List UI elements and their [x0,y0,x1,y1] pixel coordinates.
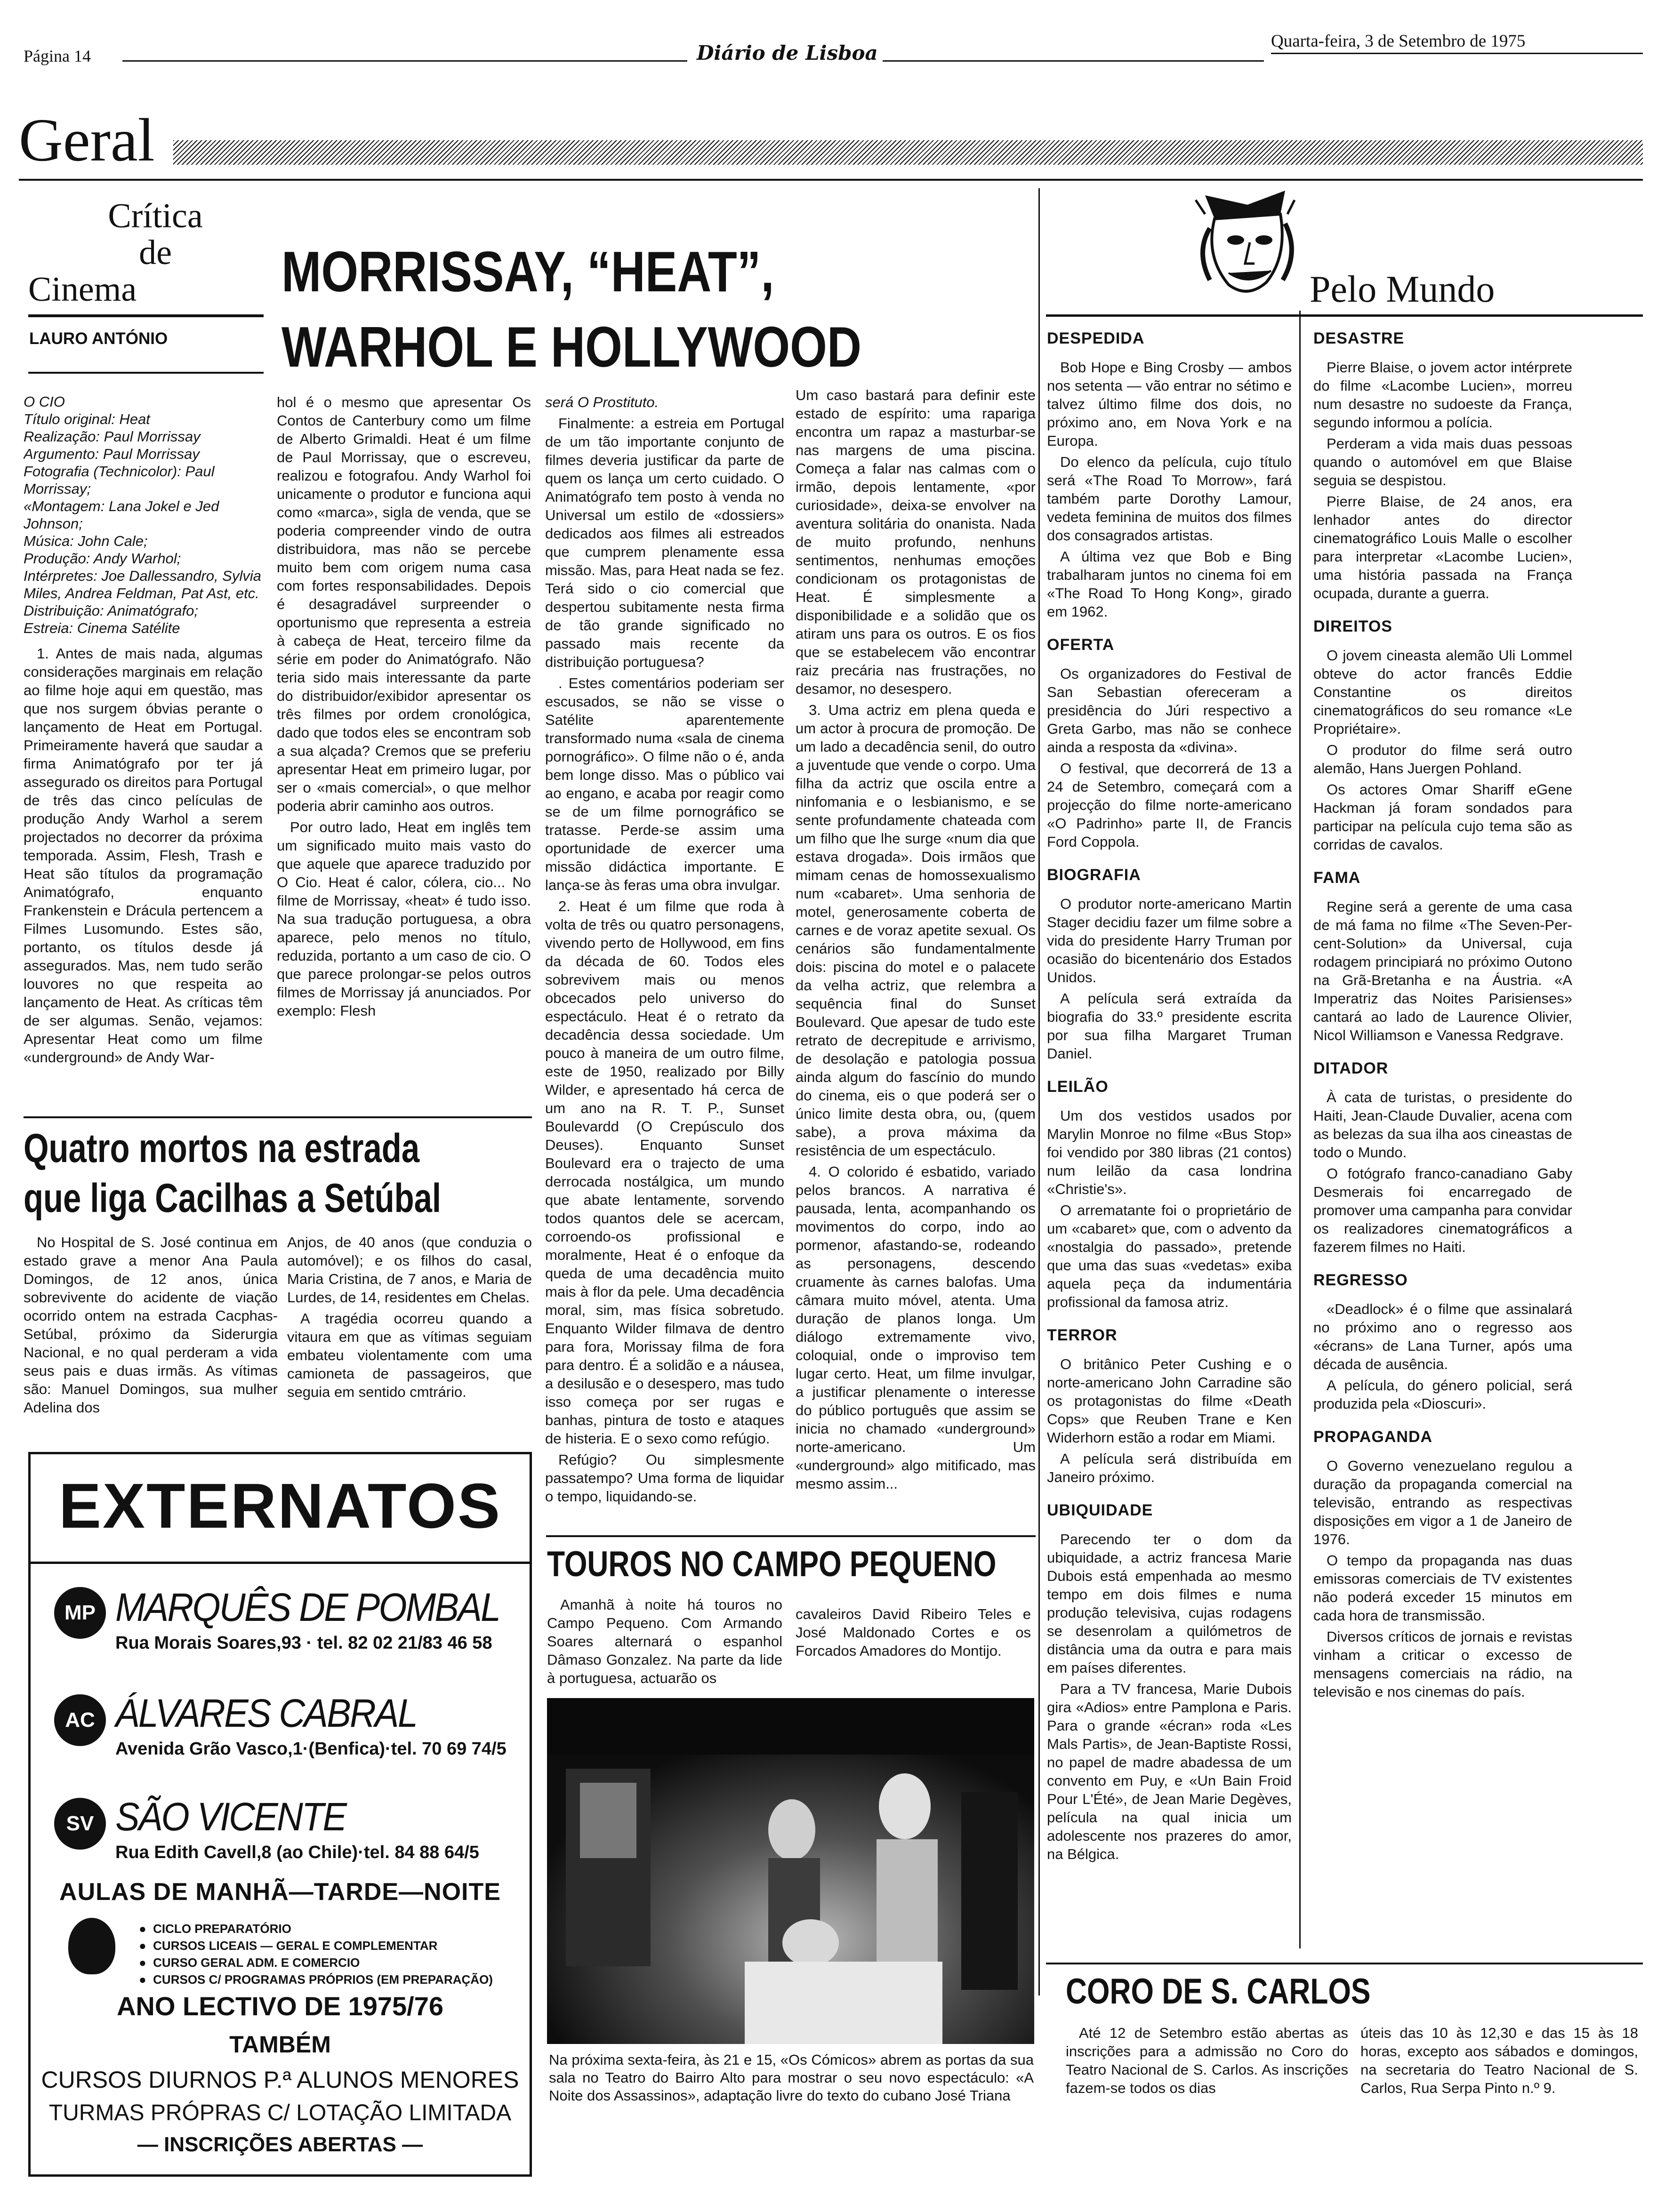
caricature-icon [1177,186,1318,304]
touros-top-rule [546,1535,1036,1537]
item-heading: DITADOR [1313,1059,1389,1077]
critica-label-line3: Cinema [28,270,137,309]
school-name: ÁLVARES CABRAL [115,1691,417,1735]
item-paragraph: Do elenco da película, cujo título será «The Road To Morrow», fará também parte Dorothy Lamour, vedeta feminina de muitos dos filmes dos consagrados artistas. [1047,454,1292,544]
section-title: Geral [19,106,155,174]
item-paragraph: Diversos críticos de jornais e revistas vinham a criticar o excesso de mensagens comerciais na rádio, na televisão e nos cinemas do país. [1313,1628,1572,1700]
coro-paragraph: úteis das 10 às 12,30 e das 15 às 18 horas, excepto aos sábados e domingos, na secretaria do Teatro Nacional de S. Carlos, Rua Serpa Pinto n.º 9. [1360,2025,1638,2096]
credit-line: O CIO [24,393,65,410]
credit-line: Fotografia (Technicolor): Paul Morrissay; [24,463,215,497]
pelo-mundo-rule [1046,314,1643,317]
accident-column-2 [287,1233,532,1431]
externatos-ad [28,1452,532,2177]
item-paragraph: A película, do género policial, será produzida pela «Dioscuri». [1313,1377,1572,1412]
masthead-rule-left [122,60,687,62]
item-paragraph: O jovem cineasta alemão Uli Lommel obteve do actor francês Eddie Constantine os direitos cinematográficos do seu romance «Le Propriétaire». [1313,647,1572,737]
review-paragraph: Refúgio? Ou simplesmente passatempo? Uma forma de liquidar o tempo, liquidando-se. [545,1451,784,1505]
pelo-mundo-right-column [1313,329,1572,1967]
bullet-icon: ● [139,1939,153,1953]
school-address: Avenida Grão Vasco,1·(Benfica)·tel. 70 69 74/5 [115,1739,507,1759]
item-paragraph: Regine será a gerente de uma casa de má fama no filme «The Seven-Per-cent-Solution» da Universal, cuja rodagem principiará no próximo Outono na Grã-Bretanha e na Áustria. «A Imperatriz das Noites Parisienses» cantará ao lado de Laurence Olivier, Nicol Williamson e Vanessa Redgrave. [1313,898,1572,1043]
ad-also: TAMBÉM [229,2031,331,2058]
item-paragraph: O fotógrafo franco-canadiano Gaby Desmerais foi encarregado de promover uma campanha para convidar os realizadores cinematográficos a fazerem filmes no Haiti. [1313,1165,1572,1255]
course-item: ● CICLO PREPARATÓRIO [139,1922,291,1936]
touros-column-2 [796,1605,1031,1694]
coro-column-1 [1066,2024,1348,2141]
coro-column-2 [1360,2024,1638,2141]
school-name: SÃO VICENTE [115,1795,346,1839]
ad-hours: AULAS DE MANHÃ—TARDE—NOITE [59,1878,501,1906]
review-headline-1: MORRISSAY, “HEAT”, [282,240,774,304]
critica-label [28,198,264,308]
date-underline [1271,53,1643,54]
item-paragraph: O produtor norte-americano Martin Stager decidiu fazer um filme sobre a vida do presidente Harry Truman por ocasião do bicentenário dos Estados Unidos. [1047,896,1292,986]
bullet-icon: ● [139,1922,153,1936]
section-hatch-band [173,140,1643,165]
item-paragraph: O Governo venezuelano regulou a duração da propaganda comercial na televisão, entrando as respectivas disposições em vigor a 1 de Janeiro de 1976. [1313,1458,1572,1547]
item-heading: OFERTA [1047,636,1115,654]
theatre-photo-image [547,1698,1034,2044]
review-paragraph: Por outro lado, Heat em inglês tem um significado muito mais vasto do que aquele que aparece traduzido por O Cio. Heat é calor, cólera, cio... No filme de Morrissay, «heat» é tudo isso. Na sua tradução portuguesa, a obra aparece, pelo menos no título, reduzida, portanto a um caso de cio. O que parece prolongar-se pelos outros filmes de Morrissay já anunciados. Por exemplo: Flesh [277,819,531,1019]
masthead-rule-right [883,60,1264,62]
ad-courses [139,1920,515,1988]
ad-title: EXTERNATOS [58,1470,502,1541]
school-logo-sv: SV [54,1798,106,1850]
course-item: ● CURSOS C/ PROGRAMAS PRÓPRIOS (EM PREPARAÇÃO) [139,1972,493,1987]
critica-rule-2 [28,372,264,374]
item-paragraph: Um dos vestidos usados por Marylin Monroe no filme «Bus Stop» foi vendido por 380 libras (21 contos) num leilão da casa londrina «Christie's». [1047,1107,1292,1197]
school-address: Rua Edith Cavell,8 (ao Chile)·tel. 84 88 64/5 [115,1843,479,1862]
critica-rule-1 [28,314,264,317]
accident-headline-2: que liga Cacilhas a Setúbal [24,1176,442,1221]
ad-title-rule [31,1562,530,1564]
review-paragraph: 3. Uma actriz em plena queda e um actor à procura de promoção. De um lado a decadência senil, do outro a juventude que vende o corpo. Uma filha da actriz que oscila entre a ninfomania e o lesbianismo, e se sente profundamente chateada com um filho que lhe surge «num dia que estava drogada». Dois irmãos que mimam cenas de homossexualismo num «cabaret». Uma senhoria de motel, generosamente coberta de carnes e de voraz apetite sexual. Os cenários são fundamentalmente dois: piscina do motel e o palacete da velha actriz, que relembra a sequência final do Sunset Boulevard. Que apesar de tudo este retrato de decrepitude e arrivismo, de desolação e patologia possua ainda algum do fascínio do mundo do cinema, eis o que poderá ser o único limite desta obra, ou, (quem sabe), a prova máxima da resistência de um espectáculo. [796,702,1036,1159]
accident-headline-1: Quatro mortos na estrada [24,1126,420,1171]
review-paragraph: será O Prostituto. [545,394,659,410]
credit-line: Título original: Heat [24,411,150,427]
accident-paragraph: Anjos, de 40 anos (que conduzia o automóvel); e os filhos do casal, Maria Cristina, de 7 anos, e Maria de Lurdes, de 14, residentes em Chelas. [287,1234,532,1306]
credit-line: Música: John Cale; [24,533,148,549]
film-credits [24,393,263,637]
item-paragraph: A última vez que Bob e Bing trabalharam juntos no cinema foi em «The Road To Hong Kong», girado em 1962. [1047,548,1292,620]
item-paragraph: «Deadlock» é o filme que assinalará no próximo ano o regresso aos «écrans» de Lana Turner, após uma década de ausência. [1313,1301,1572,1372]
review-column-2 [277,393,531,1108]
item-heading: PROPAGANDA [1313,1428,1433,1446]
section-bottom-rule [19,179,1643,181]
issue-date: Quarta-feira, 3 de Setembro de 1975 [1271,32,1526,51]
credit-line: Estreia: Cinema Satélite [24,620,180,636]
item-heading: REGRESSO [1313,1271,1408,1289]
item-heading: DESPEDIDA [1047,329,1145,347]
item-paragraph: Pierre Blaise, de 24 anos, era lenhador antes do director cinematográfico Louis Malle o escolher para interpretar «Lacombe Lucien», uma história passada na França ocupada, durante a guerra. [1313,493,1572,601]
school-logo-ac: AC [54,1694,106,1746]
ad-adult-courses: CURSOS DIURNOS P.ª ALUNOS MENORES [41,2067,519,2093]
critica-label-line1: Crítica [108,197,203,235]
item-paragraph: O tempo da propaganda nas duas emissoras comerciais de TV existentes não poderá exceder 15 minutos em cada hora de transmissão. [1313,1552,1572,1624]
review-headline-2: WARHOL E HOLLYWOOD [282,315,862,379]
caricature-illustration [1177,186,1318,304]
item-heading: LEILÃO [1047,1078,1109,1096]
item-paragraph: Perderam a vida mais duas pessoas quando o automóvel em que Blaise seguia se despistou. [1313,435,1572,489]
item-paragraph: Para a TV francesa, Marie Dubois gira «Adios» entre Pamplona e Paris. Para o grande «écran» roda «Les Mals Partis», de Jean-Baptiste Rossi, no papel de madre abadessa de um convento em Puy, e «Un Bain Froid Pour L'Été», de Jean Marie Degèves, película na qual inicia um adolescente nos prazeres do amor, na Bélgica. [1047,1681,1292,1862]
item-heading: FAMA [1313,869,1361,887]
course-item: ● CURSOS LICEAIS — GERAL E COMPLEMENTAR [139,1939,438,1953]
item-paragraph: A película será extraída da biografia do 33.º presidente escrita por sua filha Margaret Truman Daniel. [1047,990,1292,1062]
touros-column-1 [547,1595,782,1694]
ad-year: ANO LECTIVO DE 1975/76 [116,1991,443,2021]
coro-paragraph: Até 12 de Setembro estão abertas as inscrições para a admissão no Coro do Teatro Nacional de S. Carlos. As inscrições fazem-se todos os dias [1066,2025,1348,2096]
review-column-3 [545,393,784,1579]
item-paragraph: O produtor do filme será outro alemão, Hans Juergen Pohland. [1313,742,1572,777]
column-divider-2 [1299,311,1301,1948]
credit-line: Produção: Andy Warhol; [24,550,181,567]
accident-paragraph: A tragédia ocorreu quando a vitaura em que as vítimas seguiam embateu violentamente com uma camioneta de passageiros, que seguia em sentido cmtrário. [287,1310,532,1400]
review-paragraph: Finalmente: a estreia em Portugal de um tão importante conjunto de filmes deveria justificar da parte de quem os lança um certo cuidado. O Animatógrafo tem posto à venda no Universal um estilo de «dossiers» dedicados aos filmes ali estreados que cumprem plenamente essa missão. Mas, para Heat nada se fez. Terá sido o cio comercial que despertou subitamente nesta firma de tão grande significado no passado mais recente da distribuição portuguesa? [545,415,784,670]
item-heading: DIREITOS [1313,617,1392,635]
critica-author: LAURO ANTÓNIO [29,329,168,348]
item-paragraph: O festival, que decorrerá de 13 a 24 de Setembro, começará com a projecção do filme norte-americano «O Padrinho» parte II, de Francis Ford Coppola. [1047,760,1292,850]
ad-classes: TURMAS PRÓPRAS C/ LOTAÇÃO LIMITADA [48,2100,512,2125]
touros-headline: TOUROS NO CAMPO PEQUENO [547,1544,997,1584]
bullet-icon: ● [139,1956,153,1970]
review-paragraph: Um caso bastará para definir este estado de espírito: uma rapariga encontra um rapaz a masturbar-se nas margens de uma piscina. Começa a falar nas calmas com o irmão, depois lentamente, «por curiosidade», deixa-se envolver na aventura solitária do onanista. Nada de muito profundo, nenhuns sentimentos, nenhumas emoções condicionam os protagonistas de Heat. É simplesmente a disponibilidade e a solidão que os atiram uns para os outros. E os fios que se estabelecem vão encontrar raiz precária nas frustrações, no desamor, no desespero. [796,387,1036,697]
review-paragraph: . Estes comentários poderiam ser escusados, se não se visse o Satélite aparentemente transformado numa «sala de cinema pornográfico». O filme não o é, anda bem longe disso. Mas o público vai ao engano, e acaba por reagir como se de um filme pornográfico se tratasse. Perde-se assim uma oportunidade de exercer uma missão didáctica importante. E lança-se às feras uma obra invulgar. [545,675,784,893]
pelo-mundo-left-column [1047,329,1292,2019]
bullet-icon: ● [139,1972,153,1987]
item-paragraph: Pierre Blaise, o jovem actor intérprete do filme «Lacombe Lucien», morreu num desastre no sudoeste da França, segundo informou a polícia. [1313,359,1572,431]
item-paragraph: Os actores Omar Shariff eGene Hackman já foram sondados para participar na película cujo tema são as corridas de cavalos. [1313,781,1572,853]
accident-column-1 [24,1233,278,1431]
credit-line: Distribuição: Animatógrafo; [24,602,199,619]
school-logo-mp: MP [54,1587,106,1639]
review-column-1 [24,393,263,1108]
review-paragraph: 1. Antes de mais nada, algumas considerações marginais em relação ao filme hoje aqui em questão, mas que nos surgem óbvias perante o lançamento de Heat em Portugal. Primeiramente haverá que saudar a firma Animatógrafo por ter já assegurado os direitos para Portugal de três das cinco películas de produção Andy Warhol a serem projectados no decorrer da próxima temporada. Assim, Flesh, Trash e Heat são títulos da programação Animatógrafo, enquanto Frankenstein e Drácula pertencem a Filmes Lusomundo. Estes são, portanto, os títulos desde já assegurados. Mas, nem tudo serão louvores no que respeita ao lançamento de Heat. As críticas têm de ser algumas. Senão, vejamos: Apresentar Heat como um filme «underground» de Andy War- [24,645,263,1066]
theatre-photo [547,1698,1034,2044]
pelo-mundo-title: Pelo Mundo [1310,269,1495,310]
review-column-4 [796,386,1036,1527]
column-divider-1 [1038,188,1040,1996]
item-paragraph: À cata de turistas, o presidente do Haiti, Jean-Claude Duvalier, acena com as belezas da sua ilha aos cineastas de todo o Mundo. [1313,1089,1572,1161]
item-heading: BIOGRAFIA [1047,866,1141,884]
coro-headline: CORO DE S. CARLOS [1066,1972,1371,2012]
review-paragraph: 2. Heat é um filme que roda à volta de três ou quatro personagens, vivendo perto de Hollywood, em fins da década de 60. Todos eles sobrevivem mais ou menos obcecados pelo universo do espectáculo. Heat é o retrato da decadência dessa sociedade. Um pouco à maneira de um outro filme, este de 1950, realizado por Billy Wilder, e apresentado há cerca de um ano na R. T. P., Sunset Boulevardd (O Crepúsculo dos Deuses). Enquanto Sunset Boulevard era o trajecto de uma derrocada nostálgica, um mundo que abate lentamente, sorvendo todos quantos dele se acercam, corroendo-os profissional e moralmente, Heat é o enfoque da queda de uma decadência muito mais à flor da pele. Uma decadência moral, sim, mas física sobretudo. Enquanto Wilder filmava de dentro para fora, Morissay filma de fora para dentro. É a solidão e a náusea, a desilusão e o desespero, mas tudo isso começa por ser rugas e banhas, pintura de tosto e ataques de histeria. E o sexo como refúgio. [545,898,784,1447]
item-paragraph: O arrematante foi o proprietário de um «cabaret» que, com o advento da «nostalgia do passado», pretende que uma das suas «vedetas» exiba aquela peça da indumentária profissional da famosa atriz. [1047,1202,1292,1310]
touros-paragraph: Amanhã à noite há touros no Campo Pequeno. Com Armando Soares alternará o espanhol Dâmaso Gonzalez. Na parte da lide à portuguesa, actuarão os [547,1596,782,1686]
school-name: MARQUÊS DE POMBAL [115,1585,500,1629]
school-address: Rua Morais Soares,93 · tel. 82 02 21/83 46 58 [115,1633,492,1653]
credit-line: Realização: Paul Morrissay [24,428,201,445]
paper-name: Diário de Lisboa [697,41,878,64]
item-paragraph: Parecendo ter o dom da ubiquidade, a actriz francesa Marie Dubois está empenhada ao mesmo tempo em dois filmes e numa produção televisiva, cujas rodagens se desenrolam a quilómetros de distância uma da outra e para mais em países diferentes. [1047,1531,1292,1676]
touros-paragraph: cavaleiros David Ribeiro Teles e José Maldonado Cortes e os Forcados Amadores do Montijo. [796,1606,1031,1659]
item-paragraph: O britânico Peter Cushing e o norte-americano John Carradine são os protagonistas do filme «Death Cops» que Reuben Trane e Ken Widerhorn estão a rodar em Miami. [1047,1356,1292,1446]
accident-paragraph: No Hospital de S. José continua em estado grave a menor Ana Paula Domingos, de 12 anos, única sobrevivente do acidente de viação ocorrido ontem na estrada Cacphas-Setúbal, próximo da Siderurgia Nacional, e no qual perderam a vida seus pais e duas irmãs. As vítimas são: Manuel Domingos, sua mulher Adelina dos [24,1234,278,1416]
coro-top-rule [1046,1963,1643,1964]
accident-top-rule [24,1116,532,1118]
review-paragraph: 4. O colorido é esbatido, variado pelos brancos. A narrativa é pausada, lenta, acompanhando os movimentos do corpo, indo ao pormenor, afastando-se, rodeando as personagens, descendo cruamente às carnes balofas. Uma câmara muito móvel, atenta. Uma duração de planos longa. Um diálogo extremamente vivo, coloquial, onde o improviso tem lugar certo. Heat, um filme invulgar, a justificar plenamente o interesse do público português que assim se inicia no chamado «underground» norte-americano. Um «underground» algo mitificado, mas mesmo assim... [796,1163,1036,1492]
page-number: Página 14 [24,47,91,65]
item-paragraph: A película será distribuída em Janeiro próximo. [1047,1451,1292,1485]
item-heading: DESASTRE [1313,329,1405,347]
credit-line: Intérpretes: Joe Dallessandro, Sylvia Miles, Andrea Feldman, Pat Ast, etc. [24,568,261,601]
course-item: ● CURSO GERAL ADM. E COMERCIO [139,1956,360,1970]
critica-label-line2: de [139,233,172,272]
ad-emblem [68,1918,115,1974]
item-paragraph: Os organizadores do Festival de San Sebastian ofereceram a presidência do Júri respectivo a Greta Garbo, mas não se conhece ainda a resposta da «divina». [1047,665,1292,755]
review-paragraph: hol é o mesmo que apresentar Os Contos de Canterbury como um filme de Alberto Grimaldi. Heat é um filme de Paul Morrissay, que o escreveu, realizou e fotografou. Andy Warhol foi unicamente o produtor e funciona aqui como «marca», sigla de venda, que se poderia compreender vindo de outra distribuidora, mas não se percebe muito bem com origem numa casa com fortes responsabilidades. Depois é desagradável surpreender o oportunismo que representa a estreia à cabeça de Heat, terceiro filme da série em poder do Animatógrafo. Não teria sido mais interessante da parte do distribuidor/exibidor apresentar os três filmes por ordem cronológica, dado que todos eles se encontram sob a sua alçada? Cremos que se preferiu apresentar Heat em primeiro lugar, por ser o «mais comercial», o que melhor poderia abrir caminho aos outros. [277,394,531,814]
ad-enrolment: — INSCRIÇÕES ABERTAS — [137,2133,423,2156]
item-paragraph: Bob Hope e Bing Crosby — ambos nos setenta — vão entrar no sétimo e talvez último filme dos dois, no próximo ano, em Nova York e na Europa. [1047,359,1292,449]
credit-line: Argumento: Paul Morrissay [24,446,200,462]
credit-line: «Montagem: Lana Jokel e Jed Johnson; [24,498,219,532]
item-heading: TERROR [1047,1326,1118,1344]
photo-caption: Na próxima sexta-feira, às 21 e 15, «Os Cómicos» abrem as portas da sua sala no Teatro do Bairro Alto para mostrar o seu novo espectáculo: «A Noite dos Assassinos», adaptação livre do texto do cubano José Triana [549,2052,1034,2104]
item-heading: UBIQUIDADE [1047,1501,1153,1519]
